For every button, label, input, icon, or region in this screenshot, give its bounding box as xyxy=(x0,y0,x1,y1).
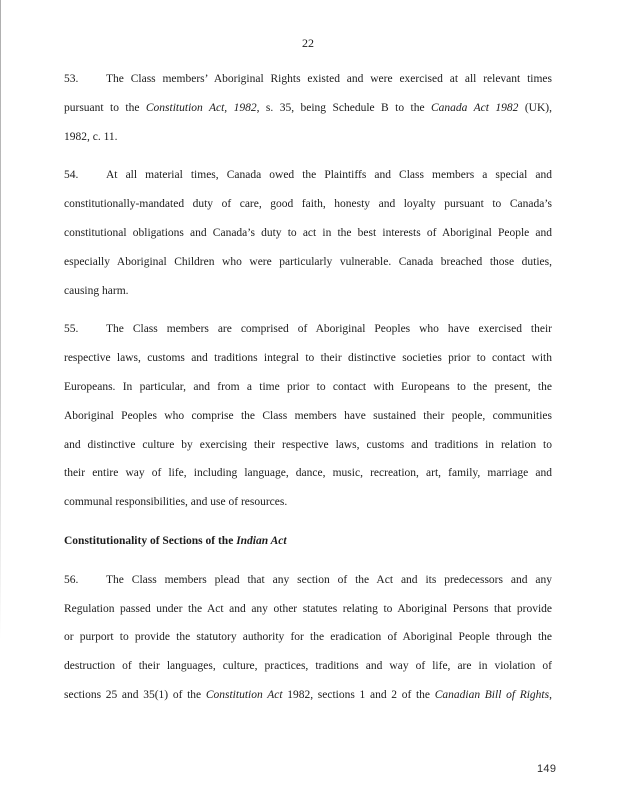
text-segment: 1982, c. 11. xyxy=(64,130,118,143)
text-line xyxy=(64,344,552,373)
text-segment: Constitution Act xyxy=(205,688,283,701)
paragraph-53 xyxy=(64,65,552,151)
text-segment: (UK), xyxy=(518,101,552,114)
text-segment: destruction of their languages, culture, practices, traditions and way of life, are in violation of xyxy=(64,660,552,673)
page-number-header: 22 xyxy=(302,36,314,50)
text-line xyxy=(64,681,552,710)
text-segment: The Class members plead that any section of the Act and its predecessors and any xyxy=(106,573,552,586)
text-segment: The Class members’ Aboriginal Rights existed and were exercised at all relevant times xyxy=(106,73,552,85)
text-segment: their entire way of life, including language, dance, music, recreation, art, family, marriage and xyxy=(64,467,552,480)
text-line xyxy=(64,431,552,460)
text-segment: The Class members are comprised of Aboriginal Peoples who have exercised their xyxy=(106,323,552,336)
text-line xyxy=(64,373,552,402)
paragraph-number: 55. xyxy=(64,323,79,336)
text-segment: and distinctive culture by exercising their respective laws, customs and traditions in relation to xyxy=(64,438,552,451)
text-segment: Europeans. In particular, and from a time prior to contact with Europeans to the present, the xyxy=(64,380,552,393)
text-segment: At all material times, Canada owed the Plaintiffs and Class members a special and xyxy=(106,169,552,182)
paragraph-number: 56. xyxy=(64,573,79,586)
text-segment: Aboriginal Peoples who comprise the Class members have sustained their people, communities xyxy=(64,409,552,422)
text-line xyxy=(64,65,552,94)
text-segment: constitutionally-mandated duty of care, good faith, honesty and loyalty pursuant to Canada’s xyxy=(64,198,552,211)
text-segment: Constitution Act, 1982 xyxy=(145,101,257,114)
text-segment: constitutional obligations and Canada’s duty to act in the best interests of Aboriginal People and xyxy=(64,226,552,239)
text-line xyxy=(64,94,552,123)
text-segment: causing harm. xyxy=(64,284,129,297)
text-line xyxy=(64,402,552,431)
text-segment: especially Aboriginal Children who were particularly vulnerable. Canada breached those duties, xyxy=(64,255,552,268)
text-line xyxy=(64,652,552,681)
text-line xyxy=(64,488,552,517)
text-segment: pursuant to the xyxy=(64,101,146,114)
paragraph-54 xyxy=(64,161,552,305)
paragraph-56 xyxy=(64,566,552,710)
text-segment: respective laws, customs and traditions integral to their distinctive societies prior to contact with xyxy=(64,352,552,365)
paragraph-number: 53. xyxy=(64,73,79,85)
text-line xyxy=(64,219,552,248)
text-segment: , xyxy=(549,688,552,701)
text-line xyxy=(64,277,552,306)
text-segment: , s. 35, being Schedule B to the xyxy=(256,101,431,114)
text-segment: or purport to provide the statutory authority for the eradication of Aboriginal People through the xyxy=(64,631,552,644)
text-segment: Canada Act 1982 xyxy=(431,101,519,114)
text-segment: Constitutionality of Sections of the xyxy=(64,534,237,547)
text-line xyxy=(64,123,552,152)
text-segment: Canadian Bill of Rights xyxy=(434,688,550,701)
text-line xyxy=(64,566,552,595)
text-segment: Indian Act xyxy=(236,534,287,547)
text-line xyxy=(64,190,552,219)
paragraph-55 xyxy=(64,315,552,517)
text-segment: sections 25 and 35(1) of the xyxy=(64,688,206,701)
text-line xyxy=(64,315,552,344)
document-body xyxy=(64,65,552,710)
text-line xyxy=(64,248,552,277)
text-line xyxy=(64,459,552,488)
paragraph-number: 54. xyxy=(64,169,79,182)
text-segment: Regulation passed under the Act and any other statutes relating to Aboriginal Persons that provide xyxy=(64,602,552,615)
section-heading xyxy=(64,527,552,556)
text-line xyxy=(64,595,552,624)
text-segment: communal responsibilities, and use of resources. xyxy=(64,496,288,509)
scan-artifact-line xyxy=(0,0,1,640)
page-number-footer: 149 xyxy=(537,763,557,775)
text-segment: 1982, sections 1 and 2 of the xyxy=(282,688,435,701)
text-line xyxy=(64,161,552,190)
text-line xyxy=(64,623,552,652)
